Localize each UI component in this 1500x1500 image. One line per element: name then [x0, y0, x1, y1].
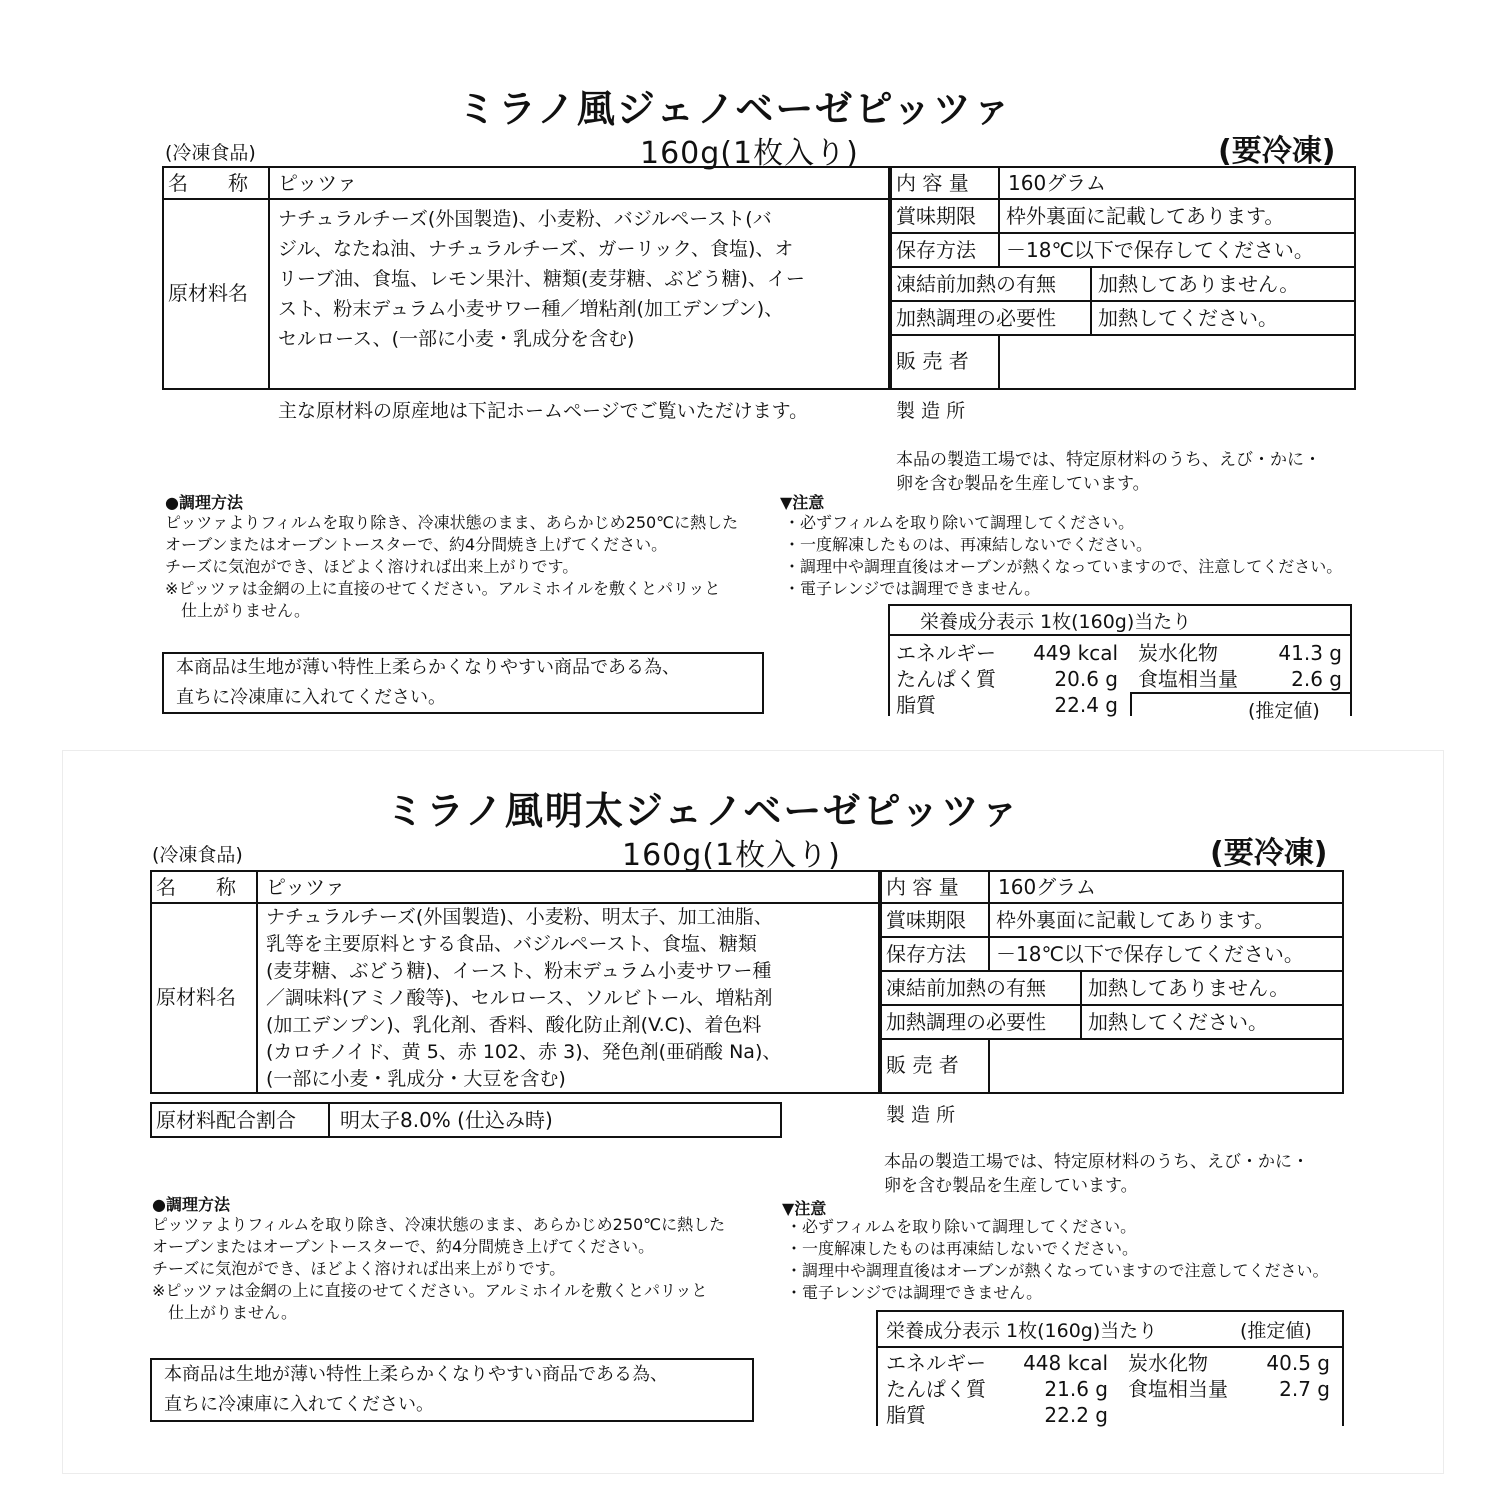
caution-line: ・電子レンジでは調理できません。 — [786, 1283, 1043, 1302]
ingredients-line: ジル、なたね油、ナチュラルチーズ、ガーリック、食塩)、オ — [278, 238, 794, 260]
nutrition-value: 40.5 g — [1266, 1351, 1330, 1375]
nutrition-value: 21.6 g — [1044, 1377, 1108, 1401]
allergen-line: 本品の製造工場では、特定原材料のうち、えび・かに・ — [884, 1152, 1309, 1172]
warning-line: 本商品は生地が薄い特性上柔らかくなりやすい商品である為、 — [164, 1364, 668, 1385]
ingredients-line: 乳等を主要原料とする食品、バジルペースト、食塩、糖類 — [266, 933, 757, 955]
manufacturer-label: 製 造 所 — [886, 1104, 956, 1126]
nutrition-label: 脂質 — [886, 1403, 926, 1427]
category-label: (冷凍食品) — [165, 142, 256, 164]
spec-label: 凍結前加熱の有無 — [886, 976, 1046, 1000]
warning-text — [176, 653, 680, 713]
spec-value: 枠外裏面に記載してあります。 — [996, 908, 1275, 932]
ingredients-line: (一部に小麦・乳成分・大豆を含む) — [266, 1068, 566, 1090]
cooking-instructions — [165, 512, 738, 622]
ingredients-line: (加工デンプン)、乳化剤、香料、酸化防止剤(V.C)、着色料 — [266, 1014, 762, 1036]
spec-value: 加熱してありません。 — [1088, 976, 1290, 1000]
nutrition-estimate: (推定値) — [1248, 700, 1320, 722]
spec-value: 加熱してありません。 — [1098, 272, 1300, 296]
name-value: ピッツァ — [266, 875, 345, 899]
nutrition-label: エネルギー — [886, 1351, 986, 1375]
caution-line: ・調理中や調理直後はオーブンが熱くなっていますので、注意してください。 — [784, 557, 1343, 576]
nutrition-value: 2.7 g — [1279, 1377, 1330, 1401]
cooking-instructions — [152, 1214, 725, 1324]
caution-line: ・調理中や調理直後はオーブンが熱くなっていますので注意してください。 — [786, 1261, 1329, 1280]
spec-value: 枠外裏面に記載してあります。 — [1006, 204, 1285, 228]
ingredients-line: (カロチノイド、黄 5、赤 102、赤 3)、発色剤(亜硝酸 Na)、 — [266, 1041, 782, 1063]
origin-note: 主な原材料の原産地は下記ホームページでご覧いただけます。 — [278, 400, 809, 422]
nutrition-label: 食塩相当量 — [1138, 667, 1238, 691]
spec-label: 加熱調理の必要性 — [896, 306, 1056, 330]
allergen-note — [884, 1150, 1309, 1198]
caution-line: ・一度解凍したものは再凍結しないでください。 — [786, 1239, 1139, 1258]
warning-line: 本商品は生地が薄い特性上柔らかくなりやすい商品である為、 — [176, 657, 680, 678]
nutrition-value: 20.6 g — [1054, 667, 1118, 691]
product-label-mentai-genovese — [0, 750, 1500, 1500]
nutrition-label: たんぱく質 — [896, 667, 996, 691]
cooking-line: 仕上がりません。 — [165, 601, 310, 620]
storage-badge: (要冷凍) — [1210, 836, 1328, 871]
ingredients-line: セルロース、(一部に小麦・乳成分を含む) — [278, 328, 635, 350]
net-weight-heading: 160g(1枚入り) — [622, 838, 841, 873]
cooking-line: チーズに気泡ができ、ほどよく溶ければ出来上がりです。 — [165, 557, 579, 576]
ingredients-list — [278, 204, 805, 354]
allergen-line: 卵を含む製品を生産しています。 — [884, 1176, 1138, 1196]
ingredients-line: (麦芽糖、ぶどう糖)、イースト、粉末デュラム小麦サワー種 — [266, 960, 772, 982]
ingredients-list — [266, 904, 781, 1093]
caution-list — [784, 512, 1342, 600]
product-title: ミラノ風ジェノベーゼピッツァ — [458, 87, 1013, 131]
spec-label: 保存方法 — [886, 942, 966, 966]
ingredients-line: ナチュラルチーズ(外国製造)、小麦粉、バジルペースト(バ — [278, 208, 772, 230]
cooking-line: ※ピッツァは金網の上に直接のせてください。アルミホイルを敷くとパリッと — [165, 579, 721, 598]
name-value: ピッツァ — [278, 171, 357, 195]
ratio-label: 原材料配合割合 — [156, 1108, 296, 1132]
spec-value: 加熱してください。 — [1088, 1010, 1268, 1034]
warning-line: 直ちに冷凍庫に入れてください。 — [164, 1394, 434, 1415]
spec-label: 保存方法 — [896, 238, 976, 262]
name-label: 名 称 — [156, 875, 236, 899]
ingredients-line: ナチュラルチーズ(外国製造)、小麦粉、明太子、加工油脂、 — [266, 906, 773, 928]
storage-badge: (要冷凍) — [1218, 134, 1336, 169]
caution-line: ・必ずフィルムを取り除いて調理してください。 — [784, 513, 1135, 532]
nutrition-label: 脂質 — [896, 693, 936, 717]
spec-value: 160グラム — [1008, 171, 1106, 195]
cooking-line: ※ピッツァは金網の上に直接のせてください。アルミホイルを敷くとパリッと — [152, 1281, 708, 1300]
caution-line: ・必ずフィルムを取り除いて調理してください。 — [786, 1217, 1137, 1236]
cooking-line: ピッツァよりフィルムを取り除き、冷凍状態のまま、あらかじめ250℃に熱した — [165, 513, 739, 532]
allergen-line: 卵を含む製品を生産しています。 — [896, 474, 1150, 494]
nutrition-value: 22.4 g — [1054, 693, 1118, 717]
spec-value: －18℃以下で保存してください。 — [1006, 238, 1314, 262]
nutrition-header: 栄養成分表示 1枚(160g)当たり — [886, 1320, 1158, 1342]
caution-line: ・電子レンジでは調理できません。 — [784, 579, 1041, 598]
cooking-line: ピッツァよりフィルムを取り除き、冷凍状態のまま、あらかじめ250℃に熱した — [152, 1215, 726, 1234]
cooking-title: ●調理方法 — [152, 1195, 230, 1214]
spec-value: 160グラム — [998, 875, 1096, 899]
nutrition-value: 2.6 g — [1291, 667, 1342, 691]
ratio-value: 明太子8.0% (仕込み時) — [340, 1108, 553, 1132]
nutrition-header: 栄養成分表示 1枚(160g)当たり — [920, 611, 1192, 633]
name-label: 名 称 — [168, 171, 248, 195]
caution-title: ▼注意 — [782, 1199, 827, 1218]
ingredients-line: ／調味料(アミノ酸等)、セルロース、ソルビトール、増粘剤 — [266, 987, 773, 1009]
cooking-line: チーズに気泡ができ、ほどよく溶ければ出来上がりです。 — [152, 1259, 566, 1278]
nutrition-estimate: (推定値) — [1240, 1320, 1312, 1342]
caution-list — [786, 1216, 1329, 1304]
nutrition-value: 22.2 g — [1044, 1403, 1108, 1427]
cooking-line: オーブンまたはオーブントースターで、約4分間焼き上げてください。 — [165, 535, 668, 554]
nutrition-label: エネルギー — [896, 641, 996, 665]
ingredients-label: 原材料名 — [156, 985, 236, 1009]
manufacturer-label: 製 造 所 — [896, 400, 966, 422]
caution-line: ・一度解凍したものは、再凍結しないでください。 — [784, 535, 1153, 554]
spec-label: 内 容 量 — [886, 875, 959, 899]
cooking-line: オーブンまたはオーブントースターで、約4分間焼き上げてください。 — [152, 1237, 655, 1256]
net-weight-heading: 160g(1枚入り) — [640, 136, 859, 171]
spec-label: 加熱調理の必要性 — [886, 1010, 1046, 1034]
nutrition-label: たんぱく質 — [886, 1377, 986, 1401]
spec-value: －18℃以下で保存してください。 — [996, 942, 1304, 966]
nutrition-label: 炭水化物 — [1128, 1351, 1208, 1375]
category-label: (冷凍食品) — [152, 844, 243, 866]
allergen-line: 本品の製造工場では、特定原材料のうち、えび・かに・ — [896, 450, 1321, 470]
nutrition-label: 食塩相当量 — [1128, 1377, 1228, 1401]
nutrition-label: 炭水化物 — [1138, 641, 1218, 665]
allergen-note — [896, 448, 1321, 496]
ingredients-line: リーブ油、食塩、レモン果汁、糖類(麦芽糖、ぶどう糖)、イー — [278, 268, 805, 290]
ingredients-label: 原材料名 — [168, 281, 248, 305]
nutrition-value: 449 kcal — [1033, 641, 1118, 665]
warning-line: 直ちに冷凍庫に入れてください。 — [176, 687, 446, 708]
spec-label: 凍結前加熱の有無 — [896, 272, 1056, 296]
caution-title: ▼注意 — [780, 493, 825, 512]
spec-label: 内 容 量 — [896, 171, 969, 195]
ingredients-line: スト、粉末デュラム小麦サワー種／増粘剤(加工デンプン)、 — [278, 298, 784, 320]
seller-label: 販 売 者 — [886, 1053, 959, 1077]
cooking-line: 仕上がりません。 — [152, 1303, 297, 1322]
spec-label: 賞味期限 — [886, 908, 966, 932]
spec-value: 加熱してください。 — [1098, 306, 1278, 330]
spec-label: 賞味期限 — [896, 204, 976, 228]
nutrition-value: 448 kcal — [1023, 1351, 1108, 1375]
seller-label: 販 売 者 — [896, 349, 969, 373]
nutrition-value: 41.3 g — [1278, 641, 1342, 665]
cooking-title: ●調理方法 — [165, 493, 243, 512]
product-title: ミラノ風明太ジェノベーゼピッツァ — [386, 789, 1021, 833]
warning-text — [164, 1360, 668, 1420]
